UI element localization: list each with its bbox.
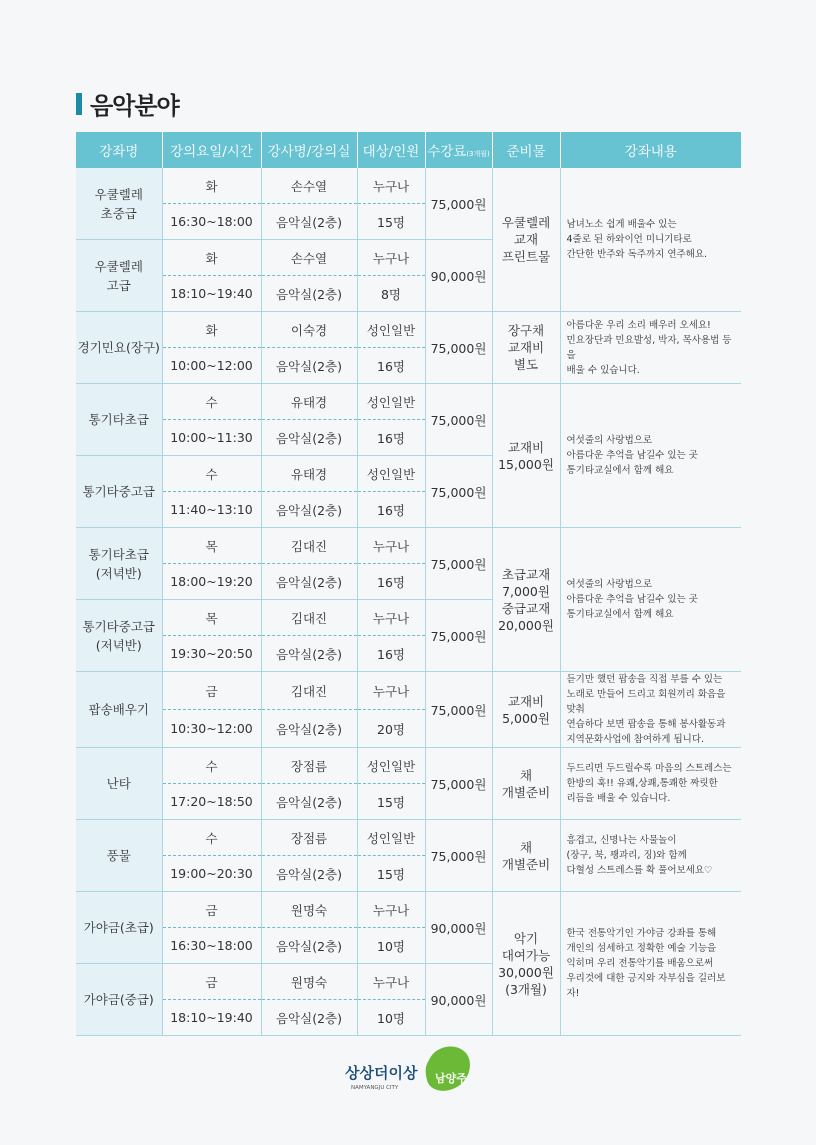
course-name: 통기타초급	[76, 384, 162, 456]
course-materials: 악기 대여가능 30,000원 (3개월)	[492, 892, 560, 1036]
course-fee: 75,000원	[425, 168, 492, 240]
header-day-time: 강의요일/시간	[162, 132, 261, 168]
table-row	[76, 384, 741, 420]
course-fee: 75,000원	[425, 600, 492, 672]
course-day: 목	[162, 528, 261, 564]
course-time: 19:00~20:30	[162, 856, 261, 892]
course-teacher: 김대진	[261, 672, 357, 710]
course-name: 난타	[76, 748, 162, 820]
course-day: 화	[162, 240, 261, 276]
course-day: 화	[162, 312, 261, 348]
course-fee: 75,000원	[425, 528, 492, 600]
course-name: 팝송배우기	[76, 672, 162, 748]
course-room: 음악실(2층)	[261, 420, 357, 456]
table-row	[76, 820, 741, 856]
course-day: 금	[162, 964, 261, 1000]
course-room: 음악실(2층)	[261, 856, 357, 892]
course-target: 성인일반	[357, 384, 425, 420]
course-materials: 교재비 15,000원	[492, 384, 560, 528]
course-time: 11:40~13:10	[162, 492, 261, 528]
course-count: 16명	[357, 492, 425, 528]
course-name: 통기타중고급 (저녁반)	[76, 600, 162, 672]
logo-emblem-text: 남양주	[435, 1072, 467, 1085]
course-room: 음악실(2층)	[261, 564, 357, 600]
table-row	[76, 528, 741, 564]
course-time: 18:10~19:40	[162, 276, 261, 312]
course-day: 목	[162, 600, 261, 636]
course-materials: 장구채 교재비 별도	[492, 312, 560, 384]
table-row	[76, 312, 741, 348]
course-description: 한국 전통악기인 가야금 강좌를 통해 개인의 섬세하고 정확한 예술 기능을 익히며 우리 전통악기를 배움으로써 우리것에 대한 긍지와 자부심을 길러보자!	[560, 892, 741, 1036]
course-time: 16:30~18:00	[162, 204, 261, 240]
course-name: 통기타초급 (저녁반)	[76, 528, 162, 600]
course-count: 16명	[357, 348, 425, 384]
course-room: 음악실(2층)	[261, 710, 357, 748]
course-room: 음악실(2층)	[261, 1000, 357, 1036]
course-time: 10:30~12:00	[162, 710, 261, 748]
table-row	[76, 168, 741, 204]
section-title	[76, 86, 179, 121]
course-name: 경기민요(장구)	[76, 312, 162, 384]
course-count: 8명	[357, 276, 425, 312]
course-count: 16명	[357, 420, 425, 456]
course-day: 화	[162, 168, 261, 204]
course-teacher: 이숙경	[261, 312, 357, 348]
course-name: 가야금(초급)	[76, 892, 162, 964]
course-fee: 75,000원	[425, 820, 492, 892]
table-header-row	[76, 132, 741, 168]
course-time: 10:00~12:00	[162, 348, 261, 384]
course-fee: 90,000원	[425, 240, 492, 312]
logo-slogan: 상상더이상	[345, 1064, 418, 1082]
header-materials: 준비물	[492, 132, 560, 168]
course-materials: 채 개별준비	[492, 820, 560, 892]
course-count: 15명	[357, 856, 425, 892]
course-room: 음악실(2층)	[261, 204, 357, 240]
course-count: 16명	[357, 636, 425, 672]
course-teacher: 손수열	[261, 168, 357, 204]
course-time: 18:10~19:40	[162, 1000, 261, 1036]
course-count: 10명	[357, 928, 425, 964]
course-room: 음악실(2층)	[261, 928, 357, 964]
header-teacher-room: 강사명/강의실	[261, 132, 357, 168]
course-time: 19:30~20:50	[162, 636, 261, 672]
course-description: 여섯줄의 사랑법으로 아름다운 추억을 남길수 있는 곳 통기타교실에서 함께 해요	[560, 528, 741, 672]
course-fee: 90,000원	[425, 964, 492, 1036]
course-materials: 초급교재 7,000원 중급교재 20,000원	[492, 528, 560, 672]
course-description: 듣기만 했던 팝송을 직접 부를 수 있는 노래로 만들어 드리고 회원끼리 화음을 맞춰 연습하다 보면 팝송을 통해 봉사활동과 지역문화사업에 참여하게 됩니다.	[560, 672, 741, 748]
course-time: 18:00~19:20	[162, 564, 261, 600]
course-fee: 75,000원	[425, 456, 492, 528]
course-count: 15명	[357, 204, 425, 240]
course-description: 두드리면 두드릴수록 마음의 스트레스는 한방의 훅!! 유쾌,상쾌,통쾌한 짜릿한 리듬을 배울 수 있습니다.	[560, 748, 741, 820]
course-description: 아름다운 우리 소리 배우러 오세요! 민요장단과 민요발성, 박자, 목사용법 등을 배울 수 있습니다.	[560, 312, 741, 384]
course-day: 수	[162, 384, 261, 420]
course-room: 음악실(2층)	[261, 784, 357, 820]
table-row	[76, 748, 741, 784]
course-name: 우쿨렐레 고급	[76, 240, 162, 312]
course-fee: 75,000원	[425, 672, 492, 748]
course-room: 음악실(2층)	[261, 348, 357, 384]
city-logo	[343, 1040, 473, 1100]
page-title: 음악분야	[90, 92, 179, 120]
header-course-name: 강좌명	[76, 132, 162, 168]
table-row	[76, 892, 741, 928]
course-count: 20명	[357, 710, 425, 748]
course-target: 누구나	[357, 600, 425, 636]
course-day: 금	[162, 892, 261, 928]
course-teacher: 원명숙	[261, 964, 357, 1000]
course-day: 수	[162, 748, 261, 784]
course-fee: 90,000원	[425, 892, 492, 964]
course-fee: 75,000원	[425, 384, 492, 456]
course-teacher: 유태경	[261, 456, 357, 492]
course-materials: 교재비 5,000원	[492, 672, 560, 748]
course-target: 성인일반	[357, 312, 425, 348]
course-time: 10:00~11:30	[162, 420, 261, 456]
course-name: 가야금(중급)	[76, 964, 162, 1036]
course-description: 남녀노소 쉽게 배울수 있는 4줄로 된 하와이언 미니기타로 간단한 반주와 독주까지 연주해요.	[560, 168, 741, 312]
course-name: 우쿨렐레 초중급	[76, 168, 162, 240]
course-target: 성인일반	[357, 820, 425, 856]
course-count: 16명	[357, 564, 425, 600]
course-target: 누구나	[357, 892, 425, 928]
course-time: 17:20~18:50	[162, 784, 261, 820]
course-teacher: 김대진	[261, 528, 357, 564]
course-teacher: 유태경	[261, 384, 357, 420]
header-fee	[425, 132, 492, 168]
course-materials: 채 개별준비	[492, 748, 560, 820]
course-target: 누구나	[357, 528, 425, 564]
course-count: 10명	[357, 1000, 425, 1036]
course-target: 누구나	[357, 672, 425, 710]
course-room: 음악실(2층)	[261, 636, 357, 672]
course-target: 성인일반	[357, 748, 425, 784]
course-teacher: 손수열	[261, 240, 357, 276]
course-materials: 우쿨렐레 교재 프린트물	[492, 168, 560, 312]
table-row	[76, 672, 741, 710]
course-name: 통기타중고급	[76, 456, 162, 528]
course-teacher: 장점름	[261, 820, 357, 856]
course-teacher: 김대진	[261, 600, 357, 636]
course-fee: 75,000원	[425, 748, 492, 820]
header-fee-period: (3개월)	[466, 150, 490, 158]
header-description: 강좌내용	[560, 132, 741, 168]
course-time: 16:30~18:00	[162, 928, 261, 964]
header-fee-label: 수강료	[427, 144, 467, 160]
course-room: 음악실(2층)	[261, 492, 357, 528]
course-fee: 75,000원	[425, 312, 492, 384]
title-accent-bar	[76, 93, 82, 115]
course-target: 성인일반	[357, 456, 425, 492]
course-target: 누구나	[357, 964, 425, 1000]
course-day: 수	[162, 820, 261, 856]
course-description: 흥겹고, 신명나는 사물놀이 (장구, 북, 꽹과리, 징)와 함께 다혈성 스트레스를 확 풀어보세요♡	[560, 820, 741, 892]
course-table	[76, 132, 741, 1036]
course-count: 15명	[357, 784, 425, 820]
course-target: 누구나	[357, 240, 425, 276]
course-teacher: 원명숙	[261, 892, 357, 928]
course-teacher: 장점름	[261, 748, 357, 784]
header-target-count: 대상/인원	[357, 132, 425, 168]
course-day: 수	[162, 456, 261, 492]
course-target: 누구나	[357, 168, 425, 204]
logo-city-name: NAMYANGJU CITY	[351, 1085, 399, 1091]
course-name: 풍물	[76, 820, 162, 892]
course-description: 여섯줄의 사랑법으로 아름다운 추억을 남길수 있는 곳 통기타교실에서 함께 해요	[560, 384, 741, 528]
course-room: 음악실(2층)	[261, 276, 357, 312]
course-table-body	[76, 168, 741, 1036]
course-day: 금	[162, 672, 261, 710]
